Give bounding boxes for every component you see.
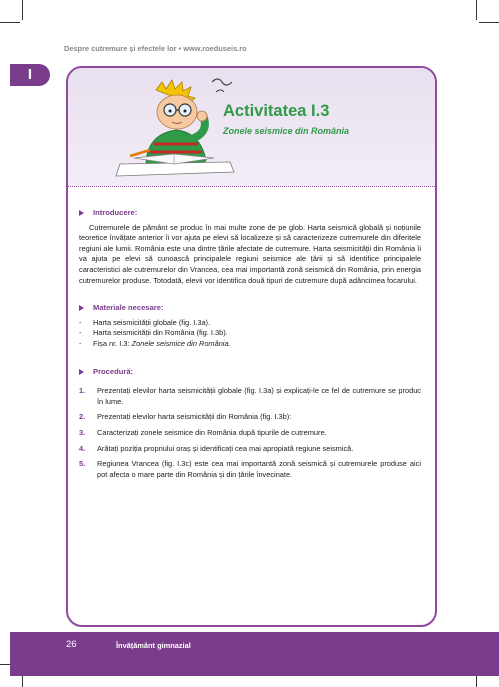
footer-bar — [10, 632, 499, 676]
triangle-bullet-icon — [79, 305, 84, 311]
procedure-heading: Procedură: — [79, 367, 421, 378]
crop-mark — [479, 22, 499, 23]
materials-heading: Materiale necesare: — [79, 303, 421, 314]
page-number: 26 — [66, 639, 77, 650]
list-item: 3. Caracterizați zonele seismice din România după tipurile de cutremure. — [79, 427, 327, 437]
thinking-student-illustration — [94, 72, 244, 182]
list-item: 2. Prezentați elevilor harta seismicității din România (fig. I.3b): — [79, 412, 292, 422]
procedure-list — [79, 386, 421, 480]
activity-frame — [66, 66, 437, 627]
activity-content — [79, 208, 421, 485]
divider — [68, 186, 435, 187]
list-item: 1. Prezentați elevilor harta seismicității globale (fig. I.3a) și explicați-le ce fel de cutremure se produc în lume. — [79, 386, 421, 406]
list-item: - Fișa nr. I.3: Zonele seismice din România. — [79, 339, 421, 350]
crop-mark — [476, 0, 477, 20]
triangle-bullet-icon — [79, 210, 84, 216]
intro-paragraph: Cutremurele de pământ se produc în mai multe zone de pe glob. Harta seismică globală și noțiunile teoretice învățate anterior îi vor ajuta pe elevi să localizeze și să caracterizeze cutremurele din diferitele regiuni ale lumii. România este una dintre țările afectate de cutremure. Harta seismicității din România îi va ajuta pe elevi să cunoască principalele regiuni seismice ale țării și să identifice principalele caracteristici ale cutremurelor din Vrancea, cea mai importantă zonă seismică din România, prin energia cutremurelor produse. Totodată, elevii vor identifica două tipuri de cutremure după adâncimea focarului. — [79, 222, 421, 285]
materials-list — [79, 318, 421, 350]
triangle-bullet-icon — [79, 369, 84, 375]
list-item: 5. Regiunea Vrancea (fig. I.3c) este cea mai importantă zonă seismică și cutremurele produse aici pot afecta o mare parte din România și din țările învecinate. — [79, 459, 421, 479]
list-item: - Harta seismicității din România (fig. I.3b). — [79, 328, 421, 339]
running-header: Despre cutremure și efectele lor • www.roeduseis.ro — [64, 44, 247, 53]
chapter-tab: I — [10, 64, 50, 86]
fisa-title: Zonele seismice din România. — [131, 338, 231, 348]
list-item: 4. Arătați poziția propriului oraș și identificați cea mai apropiată regiune seismică. — [79, 443, 354, 453]
activity-title: Activitatea I.3 — [223, 102, 330, 120]
crop-mark — [0, 22, 20, 23]
intro-heading: Introducere: — [79, 208, 421, 219]
crop-mark — [22, 0, 23, 20]
list-item: - Harta seismicității globale (fig. I.3a). — [79, 318, 421, 329]
activity-banner — [68, 68, 435, 186]
activity-subtitle: Zonele seismice din România — [223, 126, 350, 136]
footer-text: Învățământ gimnazial — [116, 641, 191, 650]
